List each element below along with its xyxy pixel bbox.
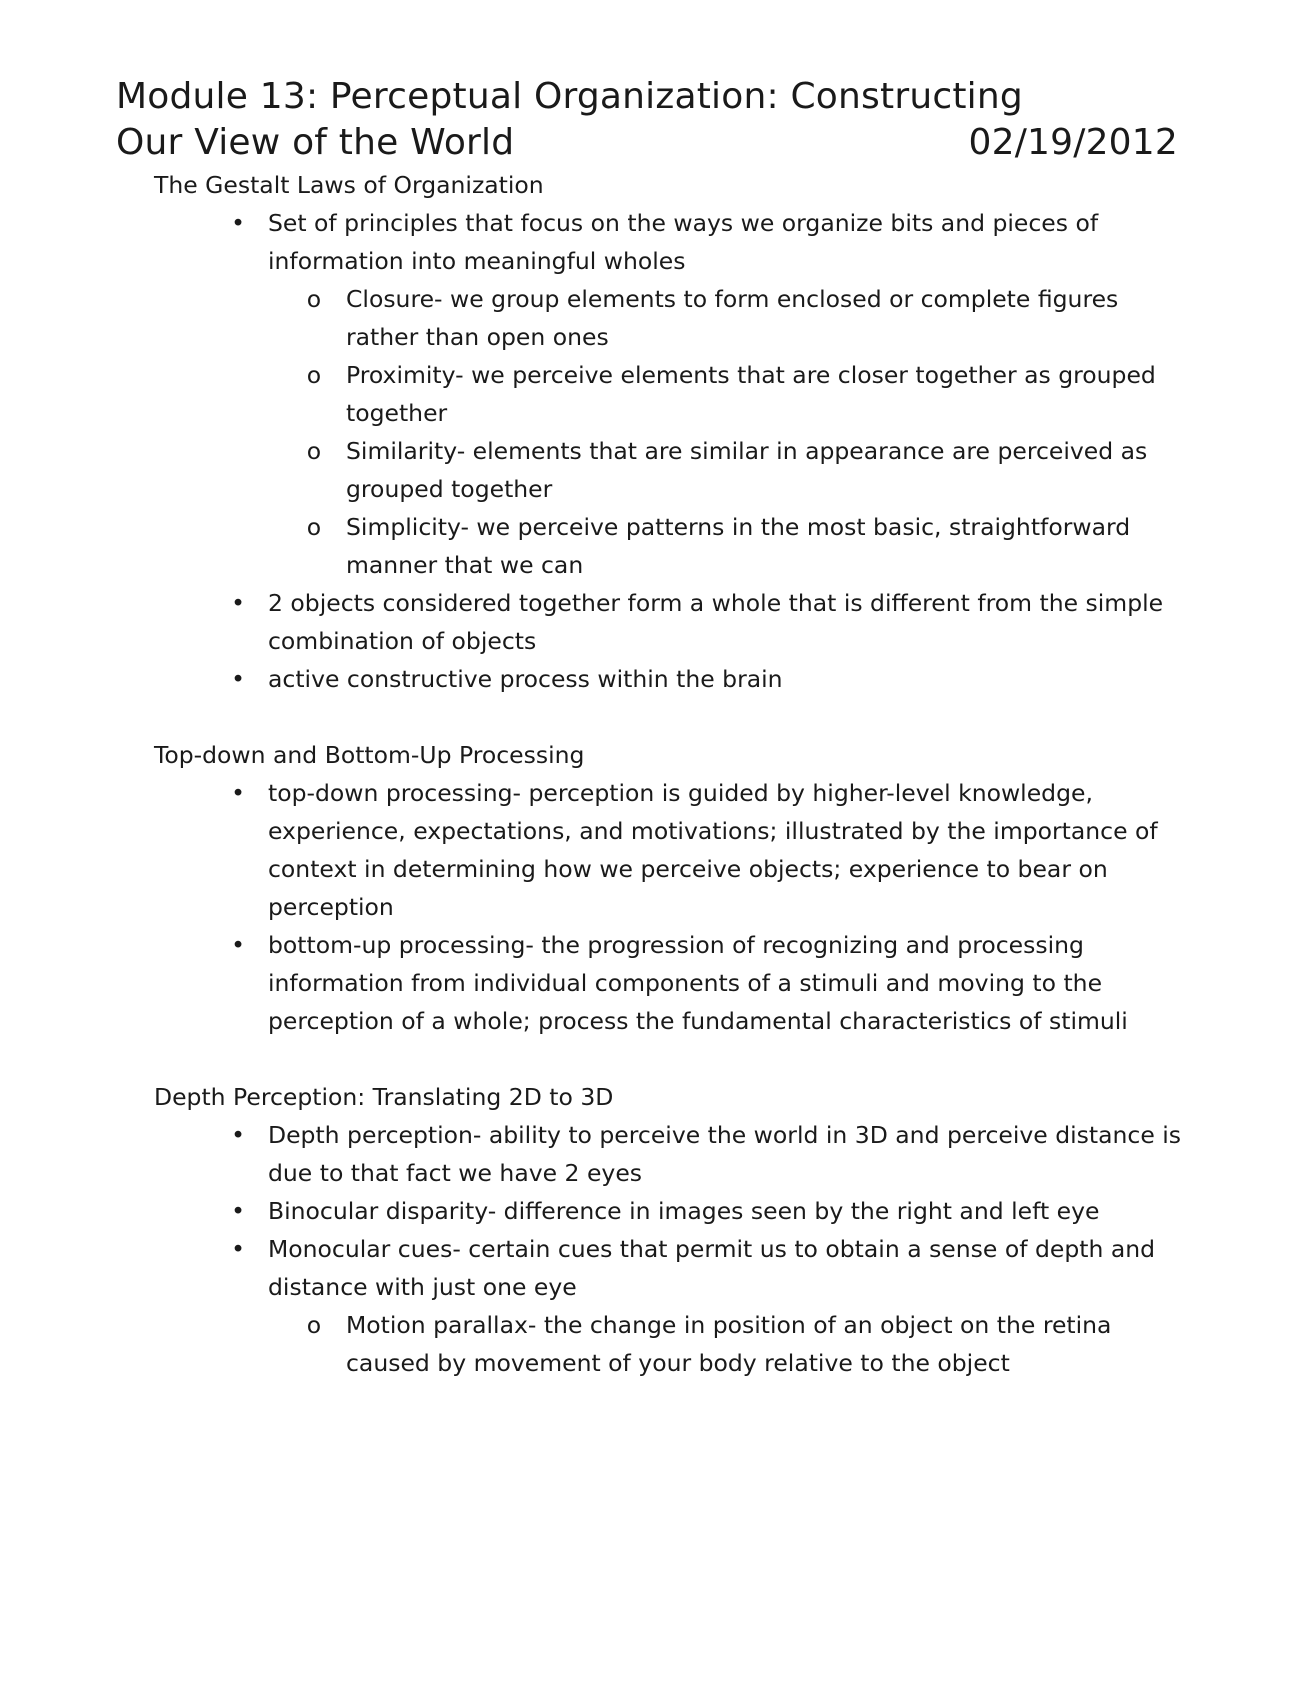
- sub-list-item: [268, 280, 1186, 356]
- document-page: [116, 74, 1186, 1382]
- list-item-text: Depth perception- ability to perceive the world in 3D and perceive distance is due to that fact we have 2 eyes: [268, 1121, 1182, 1187]
- bullet-dot-icon: •: [231, 209, 245, 237]
- sub-list-item: [268, 508, 1186, 584]
- section-heading: Top-down and Bottom-Up Processing: [154, 741, 585, 769]
- sub-bullet-list: [268, 280, 1186, 584]
- section-gestalt-laws: [154, 166, 1186, 736]
- list-item: [154, 1230, 1186, 1382]
- bullet-circle-icon: o: [306, 285, 322, 313]
- title-line-1: Module 13: Perceptual Organization: Constructing: [116, 76, 1023, 117]
- bullet-circle-icon: o: [306, 513, 322, 541]
- bullet-list: [154, 1116, 1186, 1382]
- section-heading: Depth Perception: Translating 2D to 3D: [154, 1083, 614, 1111]
- list-item: [154, 204, 1186, 584]
- bullet-circle-icon: o: [306, 361, 322, 389]
- list-item-text: Binocular disparity- difference in images seen by the right and left eye: [268, 1197, 1100, 1225]
- sub-bullet-list: [268, 1306, 1186, 1382]
- document-date: 02/19/2012: [968, 122, 1178, 163]
- list-item: [154, 584, 1186, 660]
- list-item-text: bottom-up processing- the progression of recognizing and processing information from individual components of a stimuli and moving to the perception of a whole; process the fundamental characteristics of stimuli: [268, 931, 1128, 1035]
- list-item-text: 2 objects considered together form a whole that is different from the simple combination of objects: [268, 589, 1164, 655]
- section-spacer: [154, 698, 1186, 736]
- title-line-2-text: Our View of the World: [116, 122, 515, 163]
- sub-list-item-text: Similarity- elements that are similar in appearance are perceived as grouped together: [346, 437, 1148, 503]
- sub-list-item: [268, 1306, 1186, 1382]
- bullet-dot-icon: •: [231, 779, 245, 807]
- bullet-circle-icon: o: [306, 1311, 322, 1339]
- list-item-text: active constructive process within the brain: [268, 665, 783, 693]
- list-item: [154, 1192, 1186, 1230]
- list-item-text: Set of principles that focus on the ways we organize bits and pieces of information into meaningful wholes: [268, 209, 1099, 275]
- bullet-dot-icon: •: [231, 1235, 245, 1263]
- bullet-dot-icon: •: [231, 665, 245, 693]
- list-item: [154, 660, 1186, 698]
- sub-list-item-text: Closure- we group elements to form enclosed or complete figures rather than open ones: [346, 285, 1119, 351]
- section-depth-perception: [154, 1078, 1186, 1382]
- bullet-list: [154, 204, 1186, 698]
- sub-list-item: [268, 356, 1186, 432]
- sub-list-item: [268, 432, 1186, 508]
- bullet-dot-icon: •: [231, 1197, 245, 1225]
- bullet-dot-icon: •: [231, 931, 245, 959]
- list-item: [154, 774, 1186, 926]
- bullet-circle-icon: o: [306, 437, 322, 465]
- sub-list-item-text: Simplicity- we perceive patterns in the most basic, straightforward manner that we can: [346, 513, 1131, 579]
- sub-list-item-text: Proximity- we perceive elements that are closer together as grouped together: [346, 361, 1156, 427]
- bullet-list: [154, 774, 1186, 1040]
- bullet-dot-icon: •: [231, 1121, 245, 1149]
- section-spacer: [154, 1040, 1186, 1078]
- bullet-dot-icon: •: [231, 589, 245, 617]
- section-heading: The Gestalt Laws of Organization: [154, 171, 544, 199]
- list-item: [154, 1116, 1186, 1192]
- list-item-text: top-down processing- perception is guided by higher-level knowledge, experience, expectations, and motivations; illustrated by the importance of context in determining how we perceive objects; experience to bear on perception: [268, 779, 1158, 921]
- list-item-text: Monocular cues- certain cues that permit us to obtain a sense of depth and distance with just one eye: [268, 1235, 1156, 1301]
- list-item: [154, 926, 1186, 1040]
- sub-list-item-text: Motion parallax- the change in position of an object on the retina caused by movement of your body relative to the object: [346, 1311, 1112, 1377]
- title-line-2: [116, 120, 1178, 166]
- section-top-down-bottom-up: [154, 736, 1186, 1078]
